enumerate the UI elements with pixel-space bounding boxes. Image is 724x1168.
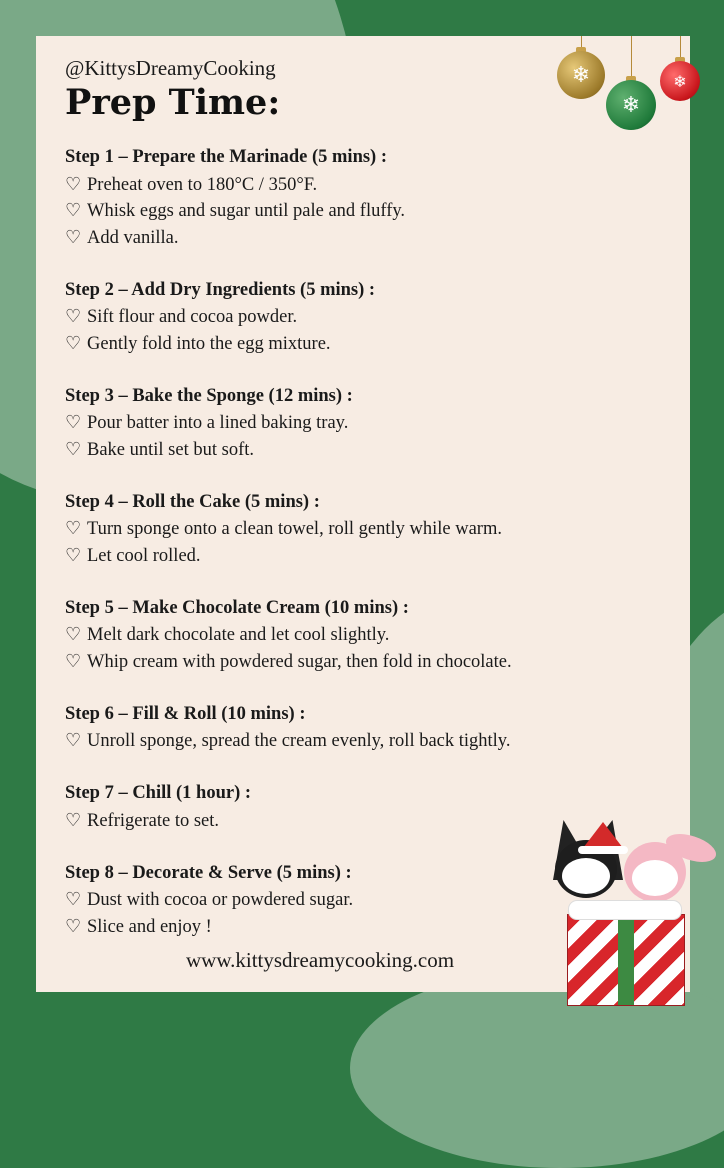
step-instruction xyxy=(65,409,665,436)
heart-bullet-icon: ♡ xyxy=(65,306,82,326)
instruction-text: Pour batter into a lined baking tray. xyxy=(87,413,349,433)
heart-bullet-icon: ♡ xyxy=(65,624,82,644)
green-ornament-icon: ❄ xyxy=(606,80,656,130)
step-instruction xyxy=(65,542,665,569)
page-title: Prep Time: xyxy=(65,82,281,123)
instruction-text: Add vanilla. xyxy=(87,227,179,248)
instruction-text: Melt dark chocolate and let cool slightly. xyxy=(87,625,390,645)
gold-ornament-icon: ❄ xyxy=(557,51,605,99)
instruction-text: Dust with cocoa or powdered sugar. xyxy=(87,890,354,910)
heart-bullet-icon: ♡ xyxy=(65,173,82,194)
heart-bullet-icon: ♡ xyxy=(65,650,82,671)
red-ornament-icon: ❄ xyxy=(660,61,700,101)
heart-bullet-icon: ♡ xyxy=(65,412,82,432)
heart-bullet-icon: ♡ xyxy=(65,518,82,538)
my-melody-face xyxy=(632,860,678,896)
step-instruction xyxy=(65,224,665,251)
instruction-text: Unroll sponge, spread the cream evenly, roll back tightly. xyxy=(87,731,511,751)
instruction-text: Slice and enjoy ! xyxy=(87,916,212,937)
heart-bullet-icon: ♡ xyxy=(65,730,82,750)
step-instruction xyxy=(65,197,665,224)
step-title: Step 8 – Decorate & Serve (5 mins) : xyxy=(65,862,352,883)
heart-bullet-icon: ♡ xyxy=(65,889,82,909)
step-block xyxy=(65,383,665,463)
heart-bullet-icon: ♡ xyxy=(65,226,82,247)
kuromi-face xyxy=(562,858,610,894)
step-instruction xyxy=(65,621,665,648)
step-title: Step 4 – Roll the Cake (5 mins) : xyxy=(65,491,320,512)
step-title: Step 6 – Fill & Roll (10 mins) : xyxy=(65,703,306,724)
step-title: Step 2 – Add Dry Ingredients (5 mins) : xyxy=(65,279,376,300)
instruction-text: Refrigerate to set. xyxy=(87,810,220,831)
step-block xyxy=(65,144,665,250)
heart-bullet-icon: ♡ xyxy=(65,438,82,459)
step-title: Step 5 – Make Chocolate Cream (10 mins) : xyxy=(65,597,409,618)
gift-ribbon xyxy=(618,915,634,1005)
step-instruction xyxy=(65,171,665,198)
ornament-string xyxy=(631,36,632,80)
step-block xyxy=(65,701,665,754)
step-title: Step 3 – Bake the Sponge (12 mins) : xyxy=(65,385,353,406)
step-instruction xyxy=(65,515,665,542)
instruction-text: Bake until set but soft. xyxy=(87,439,254,460)
website-url: www.kittysdreamycooking.com xyxy=(186,948,455,972)
social-handle: @KittysDreamyCooking xyxy=(65,56,276,80)
instruction-text: Let cool rolled. xyxy=(87,545,201,566)
heart-bullet-icon: ♡ xyxy=(65,544,82,565)
step-title: Step 7 – Chill (1 hour) : xyxy=(65,783,252,803)
heart-bullet-icon: ♡ xyxy=(65,200,82,220)
step-block xyxy=(65,489,665,569)
step-instruction xyxy=(65,303,665,330)
heart-bullet-icon: ♡ xyxy=(65,332,82,353)
instruction-text: Turn sponge onto a clean towel, roll gently while warm. xyxy=(87,519,502,539)
gift-box-icon xyxy=(567,914,685,1006)
instruction-text: Preheat oven to 180°C / 350°F. xyxy=(87,174,318,195)
heart-bullet-icon: ♡ xyxy=(65,809,82,830)
instruction-text: Whip cream with powdered sugar, then fold in chocolate. xyxy=(87,651,512,672)
step-title: Step 1 – Prepare the Marinade (5 mins) : xyxy=(65,147,387,167)
instruction-text: Sift flour and cocoa powder. xyxy=(87,307,298,327)
step-instruction xyxy=(65,436,665,463)
step-instruction xyxy=(65,330,665,357)
step-instruction xyxy=(65,807,665,834)
santa-hat-trim xyxy=(578,846,628,854)
character-paws xyxy=(568,900,682,920)
instruction-text: Whisk eggs and sugar until pale and fluffy. xyxy=(87,201,406,221)
step-instruction xyxy=(65,727,665,754)
heart-bullet-icon: ♡ xyxy=(65,915,82,936)
step-block xyxy=(65,595,665,675)
instruction-text: Gently fold into the egg mixture. xyxy=(87,333,331,354)
step-block xyxy=(65,277,665,357)
step-block xyxy=(65,780,665,833)
step-instruction xyxy=(65,648,665,675)
